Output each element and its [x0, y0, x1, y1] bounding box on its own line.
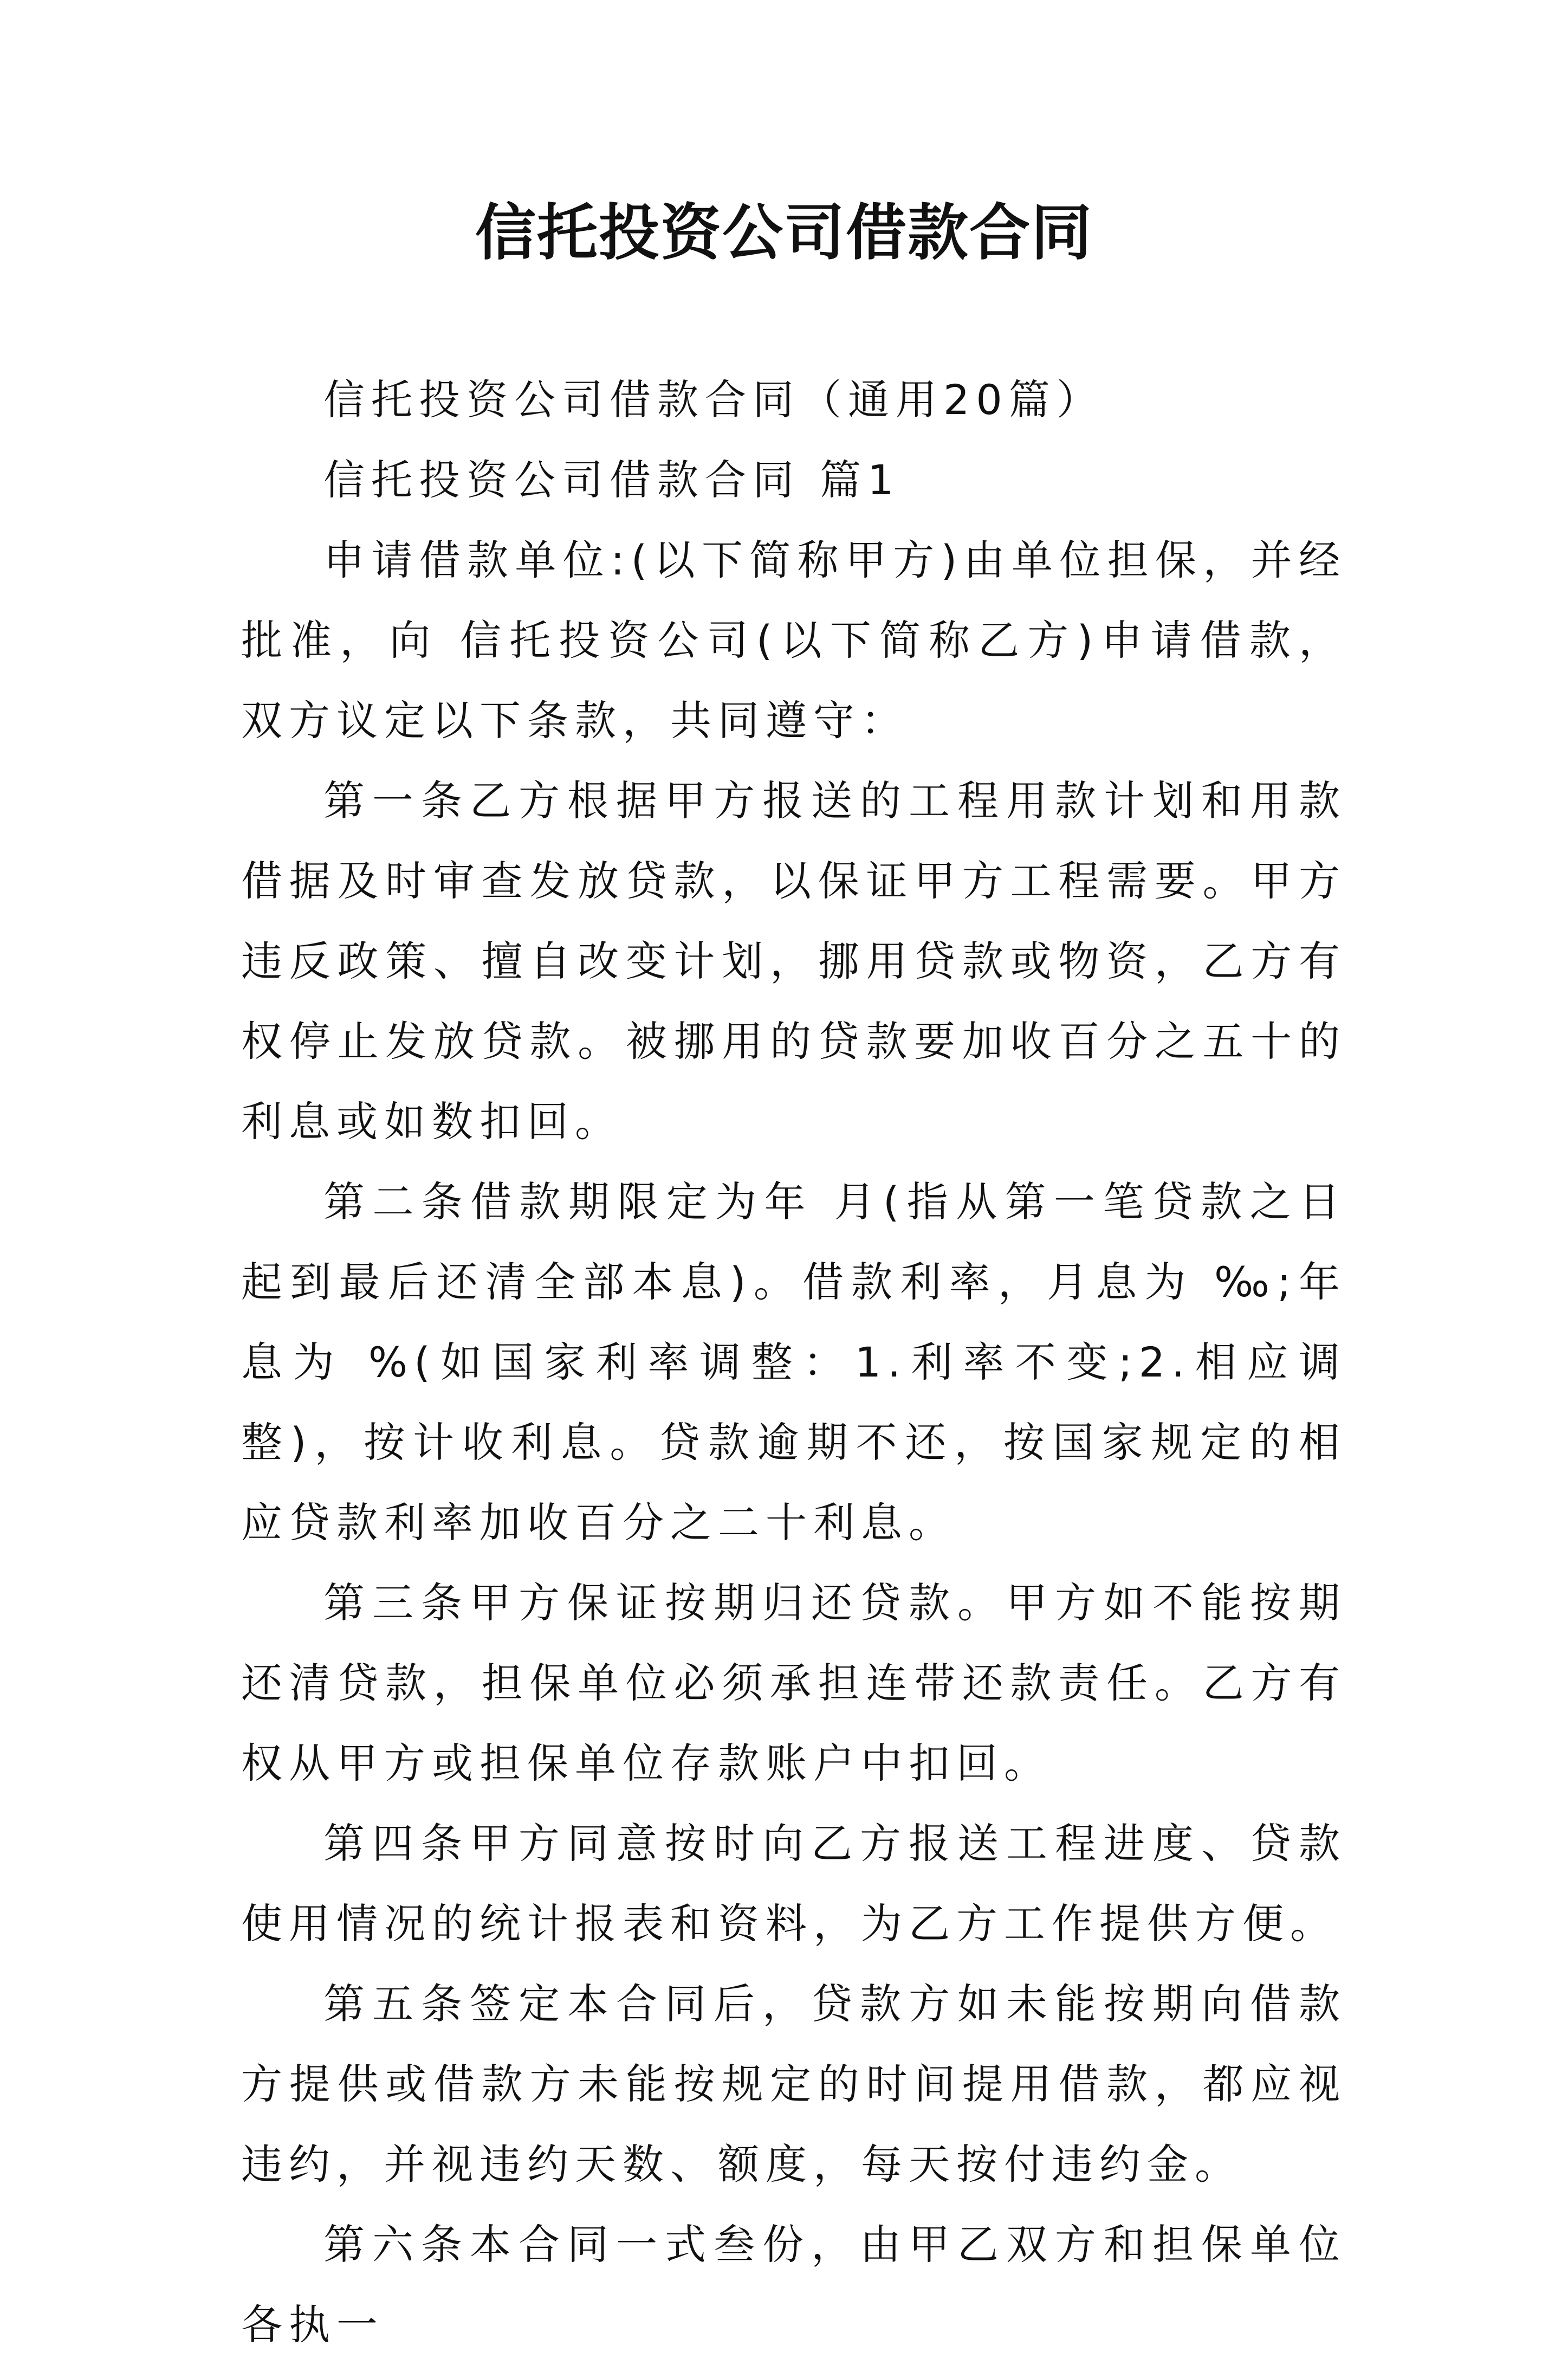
paragraph-subtitle: 信托投资公司借款合同（通用20篇） — [323, 376, 1104, 424]
paragraph-article-1: 第一条乙方根据甲方报送的工程用款计划和用款借据及时审查发放贷款，以保证甲方工程需要。甲方违反政策、擅自改变计划，挪用贷款或物资，乙方有权停止发放贷款。被挪用的贷款要加收百分之五十的利息或如数扣回。 — [241, 777, 1346, 1146]
paragraph-article-6: 第六条本合同一式叁份，由甲乙双方和担保单位各执一 — [241, 2220, 1346, 2349]
paragraph-article-5: 第五条签定本合同后，贷款方如未能按期向借款方提供或借款方未能按规定的时间提用借款，都应视违约，并视违约天数、额度，每天按付违约金。 — [241, 1980, 1346, 2188]
document-body — [241, 360, 1346, 2365]
paragraph-article-2: 第二条借款期限定为年 月(指从第一笔贷款之日起到最后还清全部本息)。借款利率，月息为 ‰;年息为 %(如国家利率调整：1.利率不变;2.相应调整)，按计收利息。贷款逾期不还，按国家规定的相应贷款利率加收百分之二十利息。 — [241, 1178, 1346, 1547]
paragraph-article-4: 第四条甲方同意按时向乙方报送工程进度、贷款使用情况的统计报表和资料，为乙方工作提供方便。 — [241, 1819, 1346, 1948]
document-title: 信托投资公司借款合同 — [475, 197, 1093, 268]
paragraph-intro: 申请借款单位:(以下简称甲方)由单位担保，并经批准，向 信托投资公司(以下简称乙方)申请借款，双方议定以下条款，共同遵守： — [241, 536, 1346, 745]
paragraph-section-heading: 信托投资公司借款合同 篇1 — [323, 456, 900, 504]
paragraph-article-3: 第三条甲方保证按期归还贷款。甲方如不能按期还清贷款，担保单位必须承担连带还款责任。乙方有权从甲方或担保单位存款账户中扣回。 — [241, 1579, 1346, 1787]
